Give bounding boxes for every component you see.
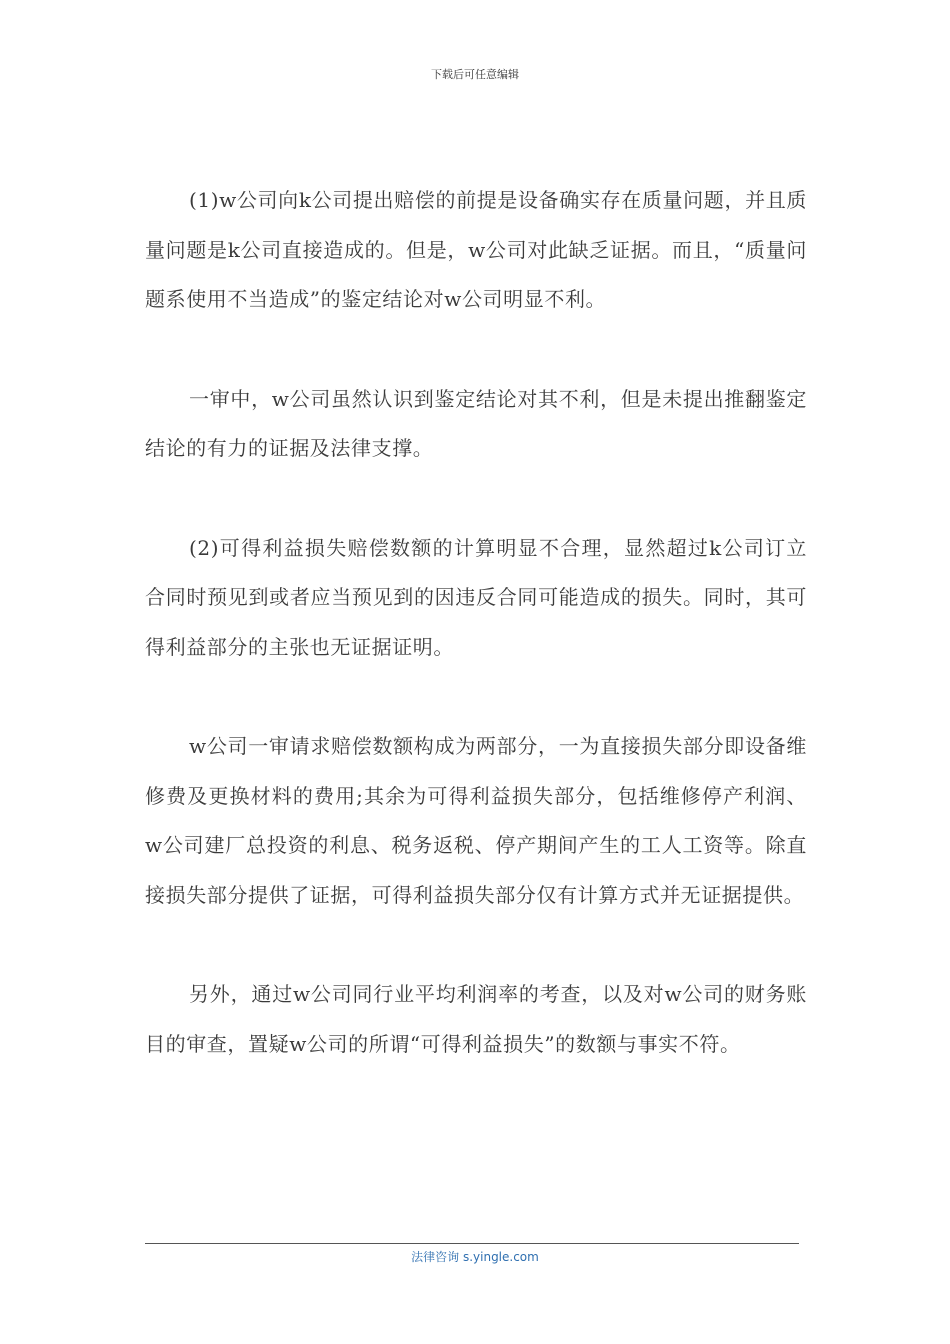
paragraph-4: w公司一审请求赔偿数额构成为两部分，一为直接损失部分即设备维修费及更换材料的费用;其余为可得利益损失部分，包括维修停产利润、w公司建厂总投资的利息、税务返税、停产期间产生的工人工资等。除直接损失部分提供了证据，可得利益损失部分仅有计算方式并无证据提供。 — [145, 734, 807, 907]
document-body — [145, 176, 807, 1119]
paragraph-2: 一审中，w公司虽然认识到鉴定结论对其不利，但是未提出推翻鉴定结论的有力的证据及法律支撑。 — [145, 386, 807, 460]
paragraph-1: (1)w公司向k公司提出赔偿的前提是设备确实存在质量问题，并且质量问题是k公司直接造成的。但是，w公司对此缺乏证据。而且，“质量问题系使用不当造成”的鉴定结论对w公司明显不利。 — [145, 188, 807, 311]
footer-link[interactable]: 法律咨询 s.yingle.com — [411, 1250, 539, 1264]
footer-divider — [145, 1243, 799, 1244]
paragraph-5: 另外，通过w公司同行业平均利润率的考查，以及对w公司的财务账目的审查，置疑w公司的所谓“可得利益损失”的数额与事实不符。 — [145, 982, 807, 1056]
paragraph-3: (2)可得利益损失赔偿数额的计算明显不合理，显然超过k公司订立合同时预见到或者应当预见到的因违反合同可能造成的损失。同时，其可得利益部分的主张也无证据证明。 — [145, 535, 807, 659]
page-header: 下载后可任意编辑 — [431, 68, 519, 81]
